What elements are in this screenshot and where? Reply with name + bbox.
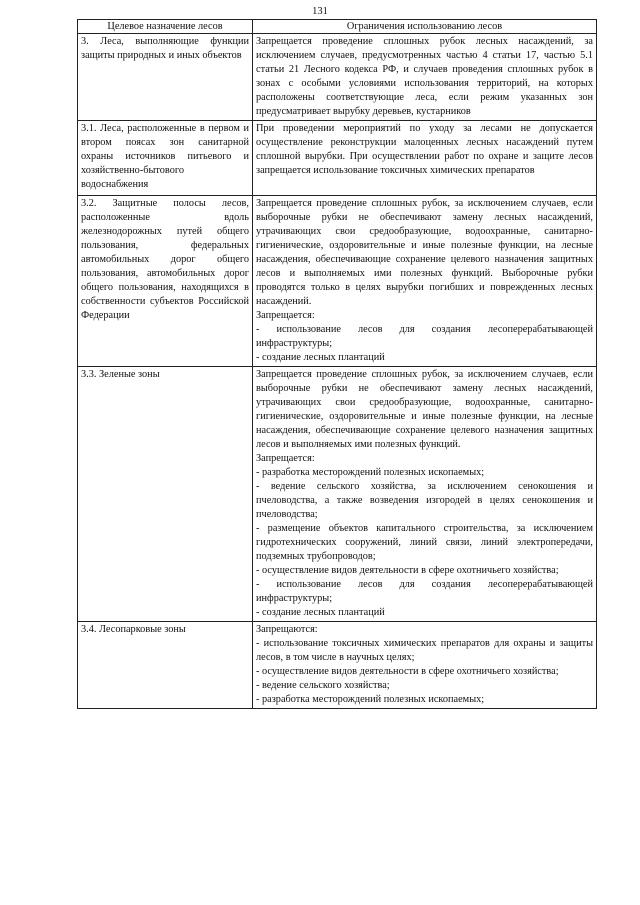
restriction-paragraph: Запрещается проведение сплошных рубок, за исключением случаев, если выборочные рубки не обеспечивают замену лесных насаждений, утрачивающих свои средообразующие, водоохранные, санитарно-гигиенические, оздоровительные и иные полезные функции, на лесные насаждения, обеспечивающие сохранение целевого назначения защитных лесов и выполняемых ими полезных функций. [256, 369, 593, 450]
prohibited-list-item: - ведение сельского хозяйства, за исключением сенокошения и пчеловодства, а также возведения изгородей в целях сенокошения и пчеловодства; [256, 481, 593, 520]
prohibited-label: Запрещаются: [256, 624, 318, 635]
forest-purpose-cell: 3.2. Защитные полосы лесов, расположенные вдоль железнодорожных путей общего пользования, федеральных автомобильных дорог общего пользования, автомобильных дорог общего пользования, находящихся в собственности субъектов Российской Федерации [78, 196, 253, 367]
forest-purpose-cell: 3. Леса, выполняющие функции защиты природных и иных объектов [78, 34, 253, 121]
prohibited-list-item: - осуществление видов деятельности в сфере охотничьего хозяйства; [256, 565, 559, 576]
prohibited-list-item: - создание лесных плантаций [256, 607, 385, 618]
table-row [78, 34, 597, 121]
prohibited-list-item: - использование токсичных химических препаратов для охраны и защиты лесов, в том числе в научных целях; [256, 638, 593, 663]
table-header-row [78, 20, 597, 34]
prohibited-list-item: - разработка месторождений полезных ископаемых; [256, 694, 485, 705]
restrictions-cell [253, 622, 597, 709]
prohibited-list-item: - ведение сельского хозяйства; [256, 680, 390, 691]
prohibited-list-item: - размещение объектов капитального строительства, за исключением гидротехнических сооружений, линий связи, линий электропередачи, подземных трубопроводов; [256, 523, 593, 562]
page-number: 131 [312, 6, 328, 17]
forest-purpose-cell: 3.4. Лесопарковые зоны [78, 622, 253, 709]
forest-purpose-cell: 3.1. Леса, расположенные в первом и втором поясах зон санитарной охраны источников питьевого и хозяйственно-бытового водоснабжения [78, 121, 253, 196]
column-header-restrictions: Ограничения использованию лесов [253, 20, 597, 34]
forest-restrictions-table [77, 19, 597, 709]
prohibited-label: Запрещается: [256, 453, 315, 464]
prohibited-list-item: - использование лесов для создания лесоперерабатывающей инфраструктуры; [256, 579, 593, 604]
restriction-paragraph: При проведении мероприятий по уходу за лесами не допускается осуществление реконструкции малоценных лесных насаждений путем сплошной вырубки. При осуществлении работ по охране и защите лесов запрещается использование токсичных химических препаратов [256, 123, 593, 176]
table-row [78, 121, 597, 196]
table-row [78, 367, 597, 622]
prohibited-list-item: - использование лесов для создания лесоперерабатывающей инфраструктуры; [256, 324, 593, 349]
restrictions-cell [253, 34, 597, 121]
restrictions-cell [253, 121, 597, 196]
restrictions-cell [253, 367, 597, 622]
prohibited-list-item: - разработка месторождений полезных ископаемых; [256, 467, 485, 478]
table-row [78, 196, 597, 367]
prohibited-list-item: - осуществление видов деятельности в сфере охотничьего хозяйства; [256, 666, 559, 677]
restriction-paragraph: Запрещается проведение сплошных рубок, за исключением случаев, если выборочные рубки не обеспечивают замену лесных насаждений, утрачивающих свои средообразующие, водоохранные, санитарно-гигиенические, оздоровительные и иные полезные функции, на лесные насаждения, обеспечивающие сохранение целевого назначения защитных лесов и выполняемых ими полезных функций. Выборочные рубки проводятся только в целях вырубки погибших и поврежденных лесных насаждений. [256, 198, 593, 307]
column-header-purpose: Целевое назначение лесов [78, 20, 253, 34]
prohibited-list-item: - создание лесных плантаций [256, 352, 385, 363]
table-row [78, 622, 597, 709]
forest-purpose-cell: 3.3. Зеленые зоны [78, 367, 253, 622]
prohibited-label: Запрещается: [256, 310, 315, 321]
restrictions-cell [253, 196, 597, 367]
restriction-paragraph: Запрещается проведение сплошных рубок лесных насаждений, за исключением случаев, предусмотренных частью 4 статьи 17, частью 5.1 статьи 21 Лесного кодекса РФ, и случаев проведения сплошных рубок в зонах с особыми условиями использования территорий, на которых расположены соответствующие леса, если режим указанных зон предусматривает вырубку деревьев, кустарников [256, 36, 593, 117]
